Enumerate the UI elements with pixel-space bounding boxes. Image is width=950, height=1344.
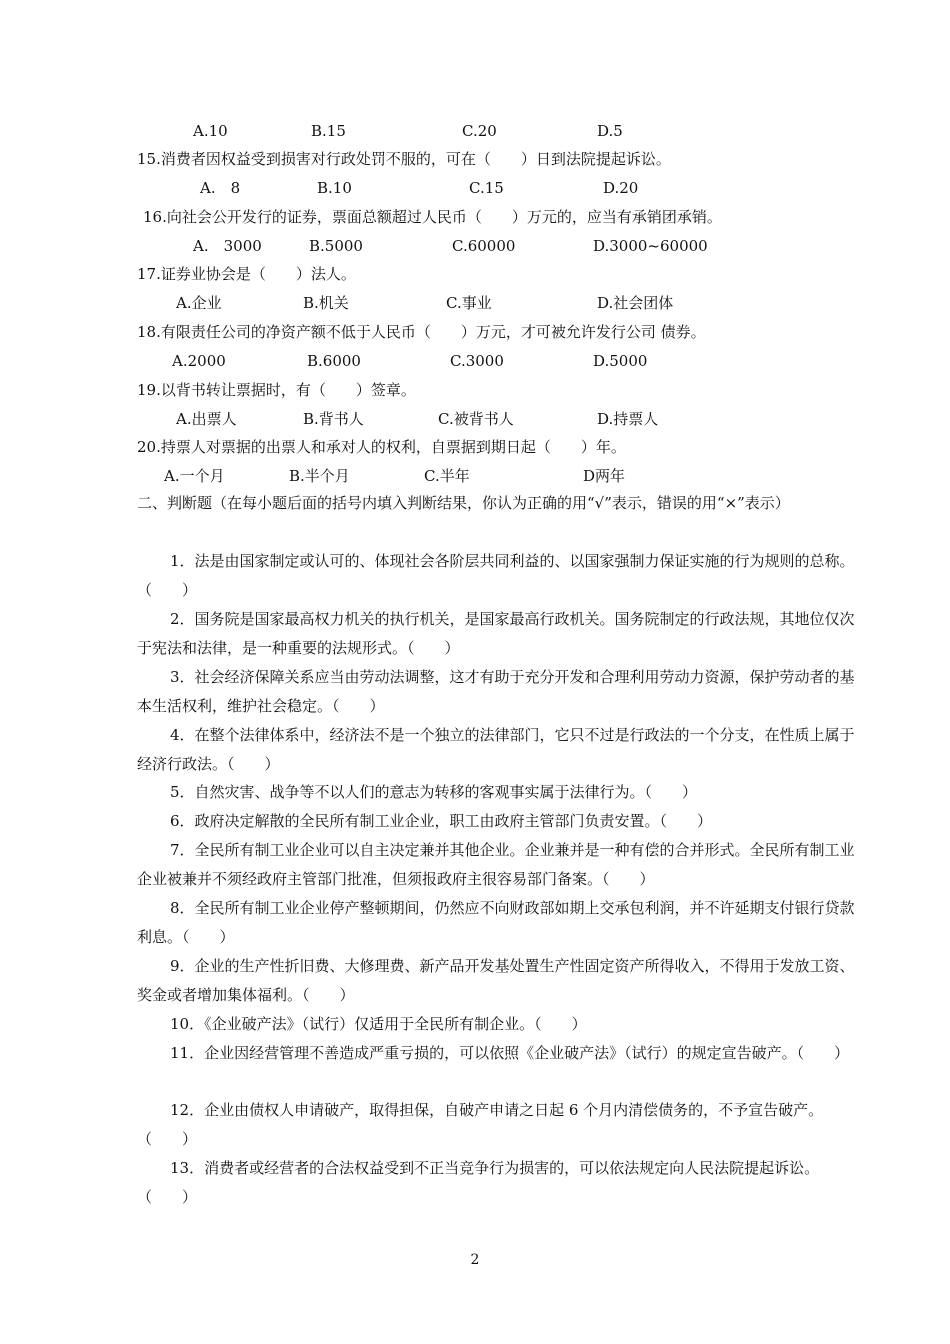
judgment-item-9: 9．企业的生产性折旧费、大修理费、新产品开发基处置生产性固定资产所得收入，不得用于发放工资、奖金或者增加集体福利。（ ） — [137, 957, 855, 1004]
section-two-heading: 二、判断题（在每小题后面的括号内填入判断结果，你认为正确的用“√”表示，错误的用“×”表示） — [137, 494, 790, 512]
question-19: 19.以背书转让票据时，有（ ）签章。 — [137, 381, 416, 399]
judgment-item-5: 5．自然灾害、战争等不以人们的意志为转移的客观事实属于法律行为。（ ） — [170, 783, 698, 801]
option-b: B.15 — [311, 122, 346, 140]
option-c: C.3000 — [450, 352, 504, 370]
option-c: C.60000 — [452, 237, 516, 255]
option-d: D.20 — [603, 179, 639, 197]
option-a: A.一个月 — [164, 467, 225, 485]
option-b: B.半个月 — [289, 467, 350, 485]
option-a: A. 3000 — [193, 237, 262, 255]
option-c: C.20 — [462, 122, 497, 140]
judgment-item-13: 13．消费者或经营者的合法权益受到不正当竞争行为损害的，可以依法规定向人民法院提起诉讼。（ ） — [137, 1159, 820, 1206]
option-b: B.10 — [317, 179, 352, 197]
option-d: D.5 — [597, 122, 623, 140]
option-a: A.出票人 — [176, 410, 237, 428]
judgment-item-10: 10．《企业破产法》（试行）仅适用于全民所有制企业。（ ） — [170, 1015, 587, 1033]
judgment-item-2: 2．国务院是国家最高权力机关的执行机关，是国家最高行政机关。国务院制定的行政法规，其地位仅次于宪法和法律，是一种重要的法规形式。（ ） — [137, 610, 855, 657]
option-c: C.15 — [469, 179, 504, 197]
judgment-item-3: 3．社会经济保障关系应当由劳动法调整，这才有助于充分开发和合理利用劳动力资源，保护劳动者的基本生活权利，维护社会稳定。（ ） — [137, 668, 855, 715]
judgment-item-6: 6．政府决定解散的全民所有制工业企业，职工由政府主管部门负责安置。（ ） — [170, 812, 713, 830]
question-16: 16.向社会公开发行的证券，票面总额超过人民币（ ）万元的，应当有承销团承销。 — [143, 208, 722, 226]
option-d: D.社会团体 — [597, 294, 674, 312]
option-c: C.事业 — [446, 294, 492, 312]
option-b: B.5000 — [309, 237, 363, 255]
option-d: D两年 — [583, 467, 626, 485]
option-d: D.持票人 — [597, 410, 659, 428]
option-c: C.被背书人 — [438, 410, 514, 428]
question-18: 18.有限责任公司的净资产额不低于人民币（ ）万元，才可被允许发行公司 债券。 — [137, 323, 706, 341]
option-a: A. 8 — [200, 179, 241, 197]
judgment-item-1: 1．法是由国家制定或认可的、体现社会各阶层共同利益的、以国家强制力保证实施的行为规则的总称。（ ） — [137, 552, 855, 599]
question-15: 15.消费者因权益受到损害对行政处罚不服的，可在（ ）日到法院提起诉讼。 — [137, 150, 671, 168]
judgment-item-8: 8．全民所有制工业企业停产整顿期间，仍然应不向财政部如期上交承包利润，并不许延期支付银行贷款利息。（ ） — [137, 899, 855, 946]
page-number: 2 — [470, 1252, 480, 1268]
option-a: A.企业 — [176, 294, 222, 312]
judgment-item-11: 11．企业因经营管理不善造成严重亏损的，可以依照《企业破产法》（试行）的规定宣告破产。（ ） — [170, 1044, 850, 1062]
question-20: 20.持票人对票据的出票人和承对人的权利，自票据到期日起（ ）年。 — [137, 438, 626, 456]
option-d: D.5000 — [593, 352, 648, 370]
option-c: C.半年 — [424, 467, 470, 485]
question-17: 17.证券业协会是（ ）法人。 — [137, 265, 356, 283]
option-d: D.3000~60000 — [593, 237, 708, 255]
option-b: B.机关 — [303, 294, 349, 312]
judgment-item-12: 12．企业由债权人申请破产，取得担保，自破产申请之日起 6 个月内清偿债务的，不予宣告破产。（ ） — [137, 1101, 824, 1148]
option-b: B.背书人 — [303, 410, 364, 428]
judgment-item-7: 7．全民所有制工业企业可以自主决定兼并其他企业。企业兼并是一种有偿的合并形式。全民所有制工业企业被兼并不须经政府主管部门批准，但须报政府主很容易部门备案。（ ） — [137, 841, 855, 888]
judgment-item-4: 4．在整个法律体系中，经济法不是一个独立的法律部门，它只不过是行政法的一个分支，在性质上属于经济行政法。（ ） — [137, 726, 855, 773]
option-a: A.2000 — [172, 352, 226, 370]
option-b: B.6000 — [307, 352, 361, 370]
option-a: A.10 — [193, 122, 228, 140]
